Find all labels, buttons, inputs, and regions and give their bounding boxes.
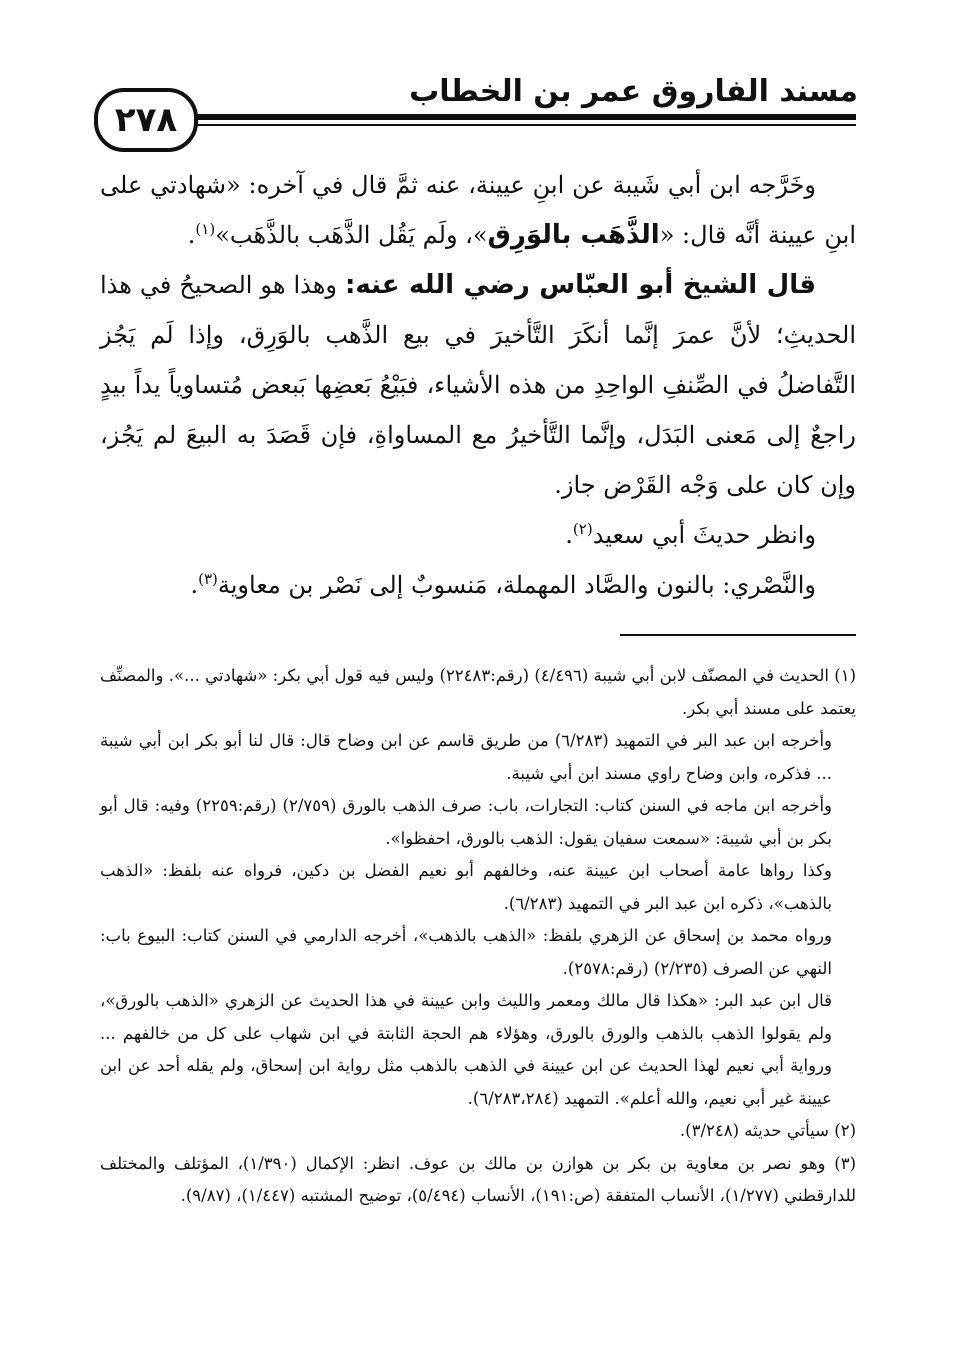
footnote-1: (١) الحديث في المصنّف لابن أبي شيبة (٤/٤٩٦) (رقم:٢٢٤٨٣) وليس فيه قول أبي بكر: «شهادتي ...». والمصنِّف يعتمد على مسند أبي بكر. <box>100 666 856 718</box>
sheikh-heading: قال الشيخ أبو العبّاس رضي الله عنه: <box>345 270 816 300</box>
running-header-title: مسند الفاروق عمر بن الخطاب <box>409 74 858 109</box>
header-rule-thick <box>100 114 856 120</box>
paragraph-1 <box>100 160 856 260</box>
page-number: ٢٧٨ <box>94 88 198 152</box>
p1-bold-phrase: الذَّهَب بالوَرِق <box>487 220 660 250</box>
p1-text-a: وخَرَّجه ابن أبي شَيبة عن ابنِ عيينة، عنه ثمَّ قال في آخره: «شهادتي على ابنِ عيينة أنَّه قال: « <box>100 171 856 249</box>
footnote-3: (٣) وهو نصر بن معاوية بن بكر بن هوازن بن مالك بن عوف. انظر: الإكمال (١/٣٩٠)، المؤتلف والمختلف للدارقطني (١/٢٧٧)، الأنساب المتفقة (ص:١٩١)، الأنساب (٥/٤٩٤)، توضيح المشتبه (١/٤٤٧)، (٩/٨٧). <box>100 1153 856 1205</box>
footnote-2: (٢) سيأتي حديثه (٣/٢٤٨). <box>679 1121 856 1140</box>
paragraph-4 <box>100 560 856 610</box>
footnote-ref-3[interactable]: (٣) <box>198 570 218 588</box>
header-rule-thin <box>100 124 856 126</box>
paragraph-2 <box>100 260 856 510</box>
footnote-ref-1[interactable]: (١) <box>195 220 216 238</box>
p3-end: . <box>565 521 573 549</box>
p3-text: وانظر حديثَ أبي سعيد <box>592 521 816 549</box>
footnote-1-part-e: ورواه محمد بن إسحاق عن الزهري بلفظ: «الذهب بالذهب»، أخرجه الدارمي في السنن كتاب: البيوع باب: النهي عن الصرف (٢/٢٣٥) (رقم:٢٥٧٨). <box>100 926 832 978</box>
main-text <box>100 160 856 610</box>
p2-text: وهذا هو الصحيحُ في هذا الحديثِ؛ لأنَّ عمرَ إنَّما أنكَرَ التَّأخيرَ في بيع الذَّهب بالوَرِق، وإذا لَم يَجُز التَّفاضلُ في الصِّنفِ الواحِدِ من هذه الأشياء، فبَيْعُ بَعضِها بَبعض مُتساوياً يداً بيدٍ راجعٌ إلى مَعنى البَدَل، وإنَّما التَّأخيرُ مع المساواةِ، فإن قَصَدَ به البيعَ لم يَجُز، وإن كان على وَجْه القَرْض جاز. <box>100 271 856 499</box>
footnote-ref-2[interactable]: (٢) <box>572 520 593 538</box>
p1-text-b: »، ولَم يَقُل الذَّهَب بالذَّهَب» <box>215 221 488 249</box>
p4-end: . <box>190 571 199 599</box>
footnote-1-part-d: وكذا رواها عامة أصحاب ابن عيينة عنه، وخالفهم أبو نعيم الفضل بن دكين، فرواه عنه بلفظ: «الذهب بالذهب»، ذكره ابن عبد البر في التمهيد (٦/٢٨٣). <box>100 861 832 913</box>
footnotes <box>100 660 856 1213</box>
paragraph-3 <box>100 510 856 560</box>
footnote-separator <box>620 634 856 636</box>
footnote-1-part-f: قال ابن عبد البر: «هكذا قال مالك ومعمر والليث وابن عيينة في هذا الحديث عن الزهري «الذهب بالورق»، ولم يقولوا الذهب بالذهب والورق بالورق، وهؤلاء هم الحجة الثابتة في ابن شهاب على كل من خالفهم ... ورواية أبي نعيم لهذا الحديث عن ابن عيينة في الذهب بالذهب مثل رواية ابن إسحاق، ولم يقله أحد عن ابن عيينة غير أبي نعيم، والله أعلم». التمهيد (٦/٢٨٣،٢٨٤). <box>100 991 832 1108</box>
footnote-1-part-b: وأخرجه ابن عبد البر في التمهيد (٦/٢٨٣) من طريق قاسم عن ابن وضاح قال: قال لنا أبو بكر ابن أبي شيبة ... فذكره، وابن وضاح راوي مسند ابن أبي شيبة. <box>100 731 833 783</box>
p1-end: . <box>187 221 196 249</box>
p4-text: والنَّصْري: بالنون والصَّاد المهملة، مَنسوبٌ إلى نَصْر بن معاوية <box>217 571 816 599</box>
footnote-1-part-c: وأخرجه ابن ماجه في السنن كتاب: التجارات، باب: صرف الذهب بالورق (٢/٧٥٩) (رقم:٢٢٥٩) وفيه: قال أبو بكر بن أبي شيبة: «سمعت سفيان يقول: الذهب بالورق، احفظوا». <box>100 796 833 848</box>
